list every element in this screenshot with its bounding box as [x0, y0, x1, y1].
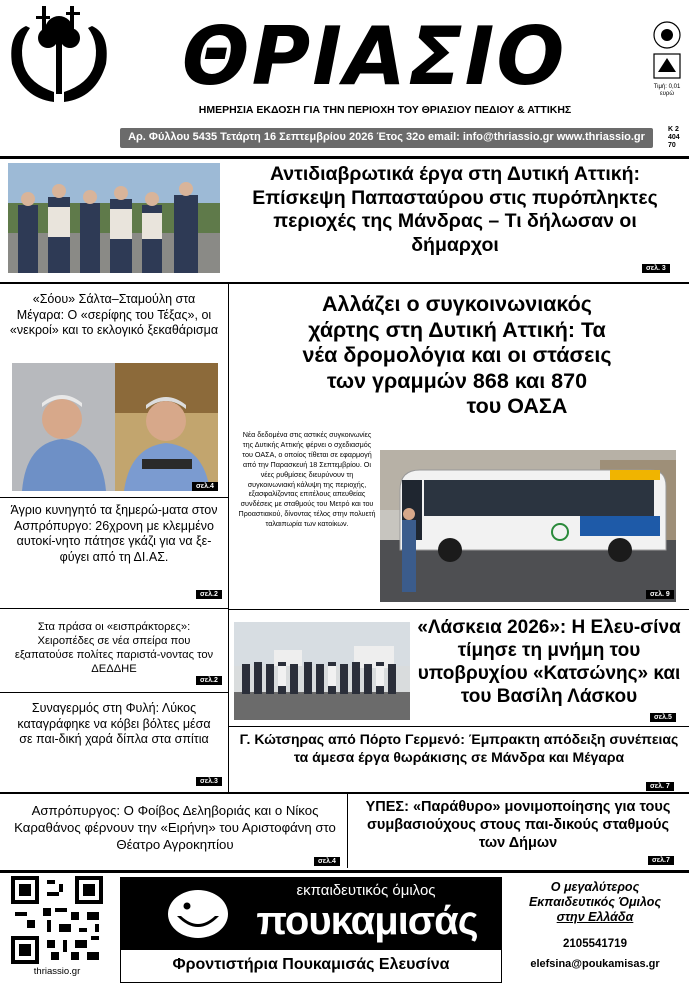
page-ref-fake-collectors: σελ.2 — [196, 676, 222, 685]
main-body-text: Νέα δεδομένα στις αστικές συγκοινωνίες της Δυτικής Αττικής φέρνει ο σχεδιασμός του ΟΑΣΑ, ο οποίος τίθεται σε εφαρμογή από την Παρασκευή 18 Σεπτεμβρίου. Οι νέες ρυθμίσεις διευρύνουν τη συγκοινωνιακή κάλυψη της περιοχής, εξασφαλίζοντας επιτέλους απευθείας συνδέσεις με σταθμούς του Μετρό και του Προαστιακού, δίνοντας τέλος στην πολυετή ταλαιπωρία των κατοίκων. — [238, 430, 376, 529]
smiley-logo-icon — [163, 886, 233, 942]
divider — [0, 870, 689, 873]
ad-tagline-line: Ο μεγαλύτερος — [550, 880, 640, 894]
divider — [0, 497, 228, 498]
headline-main-line: χάρτης στη Δυτική Αττική: Τα — [308, 317, 606, 342]
headline-main[interactable] — [234, 292, 680, 420]
price-box — [652, 20, 682, 118]
divider — [229, 726, 689, 727]
ad-small-text: εκπαιδευτικός όμιλος — [296, 882, 436, 899]
page-ref-main: σελ. 9 — [646, 590, 674, 599]
ad-poukamisas[interactable] — [120, 877, 502, 983]
page-ref-ypes: σελ.7 — [648, 856, 674, 865]
qr-caption: thriassio.gr — [33, 966, 81, 977]
headline-main-line: του ΟΑΣΑ — [466, 394, 568, 418]
headline-main-line: Αλλάζει ο συγκοινωνιακός — [322, 292, 592, 316]
ad-tagline-line: Εκπαιδευτικός Όμιλος — [528, 895, 662, 909]
page-ref-aspropyrgos-chase: σελ.2 — [196, 590, 222, 599]
ad-bottom-text: Φροντιστήρια Πουκαμισάς Ελευσίνα — [172, 956, 450, 973]
headline-lead-top[interactable]: Αντιδιαβρωτικά έργα στη Δυτική Αττική: Επίσκεψη Παπασταύρου στις πυρόπληκτες περιοχές της Μάνδρας – Τι δήλωσαν οι δήμαρχοι — [252, 163, 658, 256]
column-divider — [347, 794, 348, 868]
masthead-subtitle: ΗΜΕΡΗΣΙΑ ΕΚΔΟΣΗ ΓΙΑ ΤΗΝ ΠΕΡΙΟΧΗ ΤΟΥ ΘΡΙΑΣΙΟΥ ΠΕΔΙΟΥ & ΑΤΤΙΚΗΣ — [198, 104, 572, 116]
ad-tagline-line: στην Ελλάδα — [556, 910, 634, 924]
laskeia-photo — [234, 622, 410, 720]
side-code: Κ 240470 — [668, 126, 680, 149]
headline-soou[interactable]: «Σόου» Σάλτα–Σταμούλη στα Μέγαρα: Ο «σερίφης του Τέξας», οι «νεκροί» και το εκλογικό ξεκαθάρισμα — [9, 292, 219, 337]
divider — [0, 156, 689, 159]
page-ref-eirini: σελ.4 — [314, 857, 340, 866]
logo-hands-icon — [4, 4, 114, 110]
page-ref-laskeia: σελ.5 — [650, 713, 676, 722]
issue-line: Αρ. Φύλλου 5435 Τετάρτη 16 Σεπτεμβρίου 2026 Έτος 32ο email: info@thriassio.gr www.thriassio.gr — [128, 131, 645, 143]
seal-icon — [652, 52, 682, 80]
headline-fake-collectors[interactable]: Στα πράσα οι «εισπράκτορες»: Χειροπέδες σε νέα σπείρα που εξαπατούσε πολίτες παριστά-νοντας τον ΔΕΔΔΗΕ — [14, 621, 214, 675]
ink-drop-icon — [652, 20, 682, 50]
price-label: Τιμή: 0,01 ευρώ — [653, 84, 681, 97]
ad-brand: πουκαμισάς — [256, 899, 478, 943]
headline-ypes[interactable]: ΥΠΕΣ: «Παράθυρο» μονιμοποίησης για τους συμβασιούχους στους παι-δικούς σταθμούς των Δήμων — [365, 799, 671, 851]
headline-eirini[interactable]: Ασπρόπυργος: Ο Φοίβος Δεληβοριάς και ο Νίκος Καραθάνος φέρνουν την «Ειρήνη» του Αριστοφάνη στο Θέατρο Αγροκηπίου — [14, 803, 336, 852]
ad-phone[interactable]: 2105541719 — [563, 938, 627, 950]
headline-aspropyrgos-chase[interactable]: Άγριο κυνηγητό τα ξημερώ-ματα στον Ασπρόπυργο: 26χρονη με κλεμμένο αυτοκί-νητο πάτησε γκάζι για να ξε-φύγει από τη ΔΙ.ΑΣ. — [10, 503, 218, 564]
page-ref-fyli-wolf: σελ.3 — [196, 777, 222, 786]
masthead-title: ΘΡΙΑΣΙΟ — [181, 10, 567, 103]
headline-laskeia[interactable]: «Λάσκεια 2026»: Η Ελευ-σίνα τίμησε τη μνήμη του υποβρυχίου «Κατσώνης» και του Βασίλη Λάσκου — [417, 617, 681, 707]
page-ref-kotsiras: σελ. 7 — [646, 782, 674, 791]
divider — [0, 608, 228, 609]
divider — [0, 792, 689, 794]
divider — [229, 609, 689, 610]
bus-photo — [380, 450, 676, 602]
page-ref-lead-top: σελ. 3 — [642, 264, 670, 273]
headline-fyli-wolf[interactable]: Συναγερμός στη Φυλή: Λύκος καταγράφηκε να κόβει βόλτες μέσα σε παι-δική χαρά δίπλα στα σπίτια — [17, 701, 211, 746]
qr-code-icon — [11, 876, 103, 964]
page-ref-soou: σελ.4 — [192, 482, 218, 491]
column-divider — [228, 284, 229, 792]
masthead — [0, 0, 689, 158]
divider — [0, 692, 228, 693]
papastavrou-visit-photo — [8, 163, 220, 273]
ad-side — [504, 880, 686, 971]
soou-photo — [12, 363, 218, 491]
qr-box[interactable] — [4, 876, 110, 980]
divider — [0, 282, 689, 284]
headline-main-line: νέα δρομολόγια και οι στάσεις — [302, 343, 612, 367]
headline-kotsiras[interactable]: Γ. Κώτσηρας από Πόρτο Γερμενό: Έμπρακτη απόδειξη συνέπειας τα άμεσα έργα θωράκισης σε Μάνδρα και Μέγαρα — [239, 731, 679, 765]
ad-email[interactable]: elefsina@poukamisas.gr — [530, 958, 660, 970]
headline-main-line: των γραμμών 868 και 870 — [326, 368, 588, 393]
